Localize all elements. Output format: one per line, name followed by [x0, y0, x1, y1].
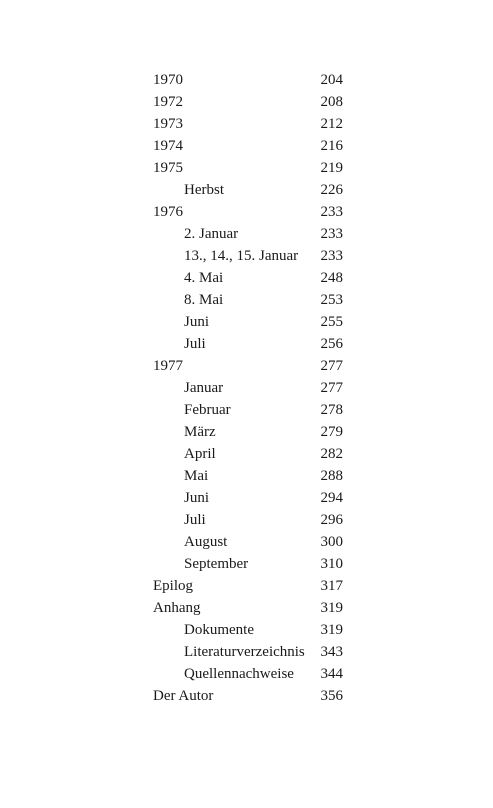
- toc-subentry[interactable]: [153, 465, 343, 487]
- toc-page-number: 204: [320, 72, 343, 88]
- toc-entry-title: 1976: [153, 204, 183, 220]
- toc-page-number: 319: [320, 622, 343, 638]
- toc-subentry[interactable]: [153, 333, 343, 355]
- toc-subentry[interactable]: [153, 421, 343, 443]
- toc-page-number: 344: [320, 666, 343, 682]
- toc-entry-title: Epilog: [153, 578, 193, 594]
- toc-page-number: 277: [320, 380, 343, 396]
- toc-page-number: 278: [320, 402, 343, 418]
- toc-subentry[interactable]: [153, 179, 343, 201]
- toc-entry-title: Juli: [184, 336, 206, 352]
- toc-subentry[interactable]: [153, 663, 343, 685]
- toc-page-number: 279: [320, 424, 343, 440]
- toc-page-number: 319: [320, 600, 343, 616]
- toc-entry-title: Anhang: [153, 600, 201, 616]
- toc-page-number: 248: [320, 270, 343, 286]
- toc-entry[interactable]: [153, 157, 343, 179]
- toc-entry[interactable]: [153, 69, 343, 91]
- toc-entry-title: Januar: [184, 380, 224, 396]
- toc-entry-title: Mai: [184, 468, 209, 484]
- toc-page-number: 294: [320, 490, 343, 506]
- toc-entry-title: 1970: [153, 72, 183, 88]
- toc-entry[interactable]: [153, 575, 343, 597]
- toc-entry-title: 1973: [153, 116, 183, 132]
- toc-page-number: 256: [320, 336, 343, 352]
- toc-page-number: 300: [320, 534, 343, 550]
- toc-subentry[interactable]: [153, 509, 343, 531]
- toc-entry-title: 1974: [153, 138, 183, 154]
- toc-page-number: 343: [320, 644, 343, 660]
- toc-entry[interactable]: [153, 355, 343, 377]
- toc-subentry[interactable]: [153, 553, 343, 575]
- toc-entry-title: September: [184, 556, 249, 572]
- toc-page-number: 277: [320, 358, 343, 374]
- toc-entry-title: Februar: [184, 402, 231, 418]
- toc-entry-title: August: [184, 534, 228, 550]
- toc-subentry[interactable]: [153, 267, 343, 289]
- toc-page-number: 356: [320, 688, 343, 704]
- toc-entry[interactable]: [153, 135, 343, 157]
- toc-entry[interactable]: [153, 91, 343, 113]
- toc-page-number: 219: [320, 160, 343, 176]
- toc-page-number: 282: [320, 446, 343, 462]
- toc-page-number: 233: [320, 226, 343, 242]
- toc-page-number: 233: [320, 204, 343, 220]
- toc-entry-title: Juli: [184, 512, 206, 528]
- toc-subentry[interactable]: [153, 223, 343, 245]
- toc-subentry[interactable]: [153, 531, 343, 553]
- toc-subentry[interactable]: [153, 245, 343, 267]
- toc-subentry[interactable]: [153, 289, 343, 311]
- toc-page-number: 253: [320, 292, 343, 308]
- toc-subentry[interactable]: [153, 311, 343, 333]
- toc-entry[interactable]: [153, 113, 343, 135]
- toc-entry-title: Juni: [184, 490, 210, 506]
- toc-entry-title: 2. Januar: [184, 226, 239, 242]
- toc-subentry[interactable]: [153, 641, 343, 663]
- toc-entry-title: 13., 14., 15. Januar: [184, 248, 299, 264]
- toc-page-number: 317: [320, 578, 343, 594]
- toc-entry-title: 1972: [153, 94, 183, 110]
- toc-subentry[interactable]: [153, 399, 343, 421]
- toc-entry-title: Dokumente: [184, 622, 254, 638]
- toc-entry-title: 1975: [153, 160, 183, 176]
- toc-entry-title: Juni: [184, 314, 210, 330]
- toc-subentry[interactable]: [153, 443, 343, 465]
- toc-entry[interactable]: [153, 597, 343, 619]
- toc-entry-title: Literaturverzeichnis: [184, 644, 305, 660]
- toc-entry-title: 1977: [153, 358, 183, 374]
- toc-page-number: 208: [320, 94, 343, 110]
- toc-page-number: 296: [320, 512, 343, 528]
- toc-page-number: 255: [320, 314, 343, 330]
- toc-subentry[interactable]: [153, 619, 343, 641]
- toc-subentry[interactable]: [153, 377, 343, 399]
- toc-subentry[interactable]: [153, 487, 343, 509]
- toc-entry-title: März: [184, 424, 216, 440]
- toc-entry[interactable]: [153, 685, 343, 707]
- toc-page-number: 212: [320, 116, 343, 132]
- toc-page-number: 233: [320, 248, 343, 264]
- toc-entry-title: Quellennachweise: [184, 666, 294, 682]
- toc-entry-title: April: [184, 446, 216, 462]
- toc-entry-title: 8. Mai: [184, 292, 224, 308]
- toc-entry-title: Herbst: [184, 182, 224, 198]
- table-of-contents: [153, 69, 343, 707]
- toc-page-number: 310: [320, 556, 343, 572]
- toc-entry[interactable]: [153, 201, 343, 223]
- toc-page-number: 216: [320, 138, 343, 154]
- toc-entry-title: Der Autor: [153, 688, 214, 704]
- toc-page-number: 226: [320, 182, 343, 198]
- toc-entry-title: 4. Mai: [184, 270, 224, 286]
- toc-page-number: 288: [320, 468, 343, 484]
